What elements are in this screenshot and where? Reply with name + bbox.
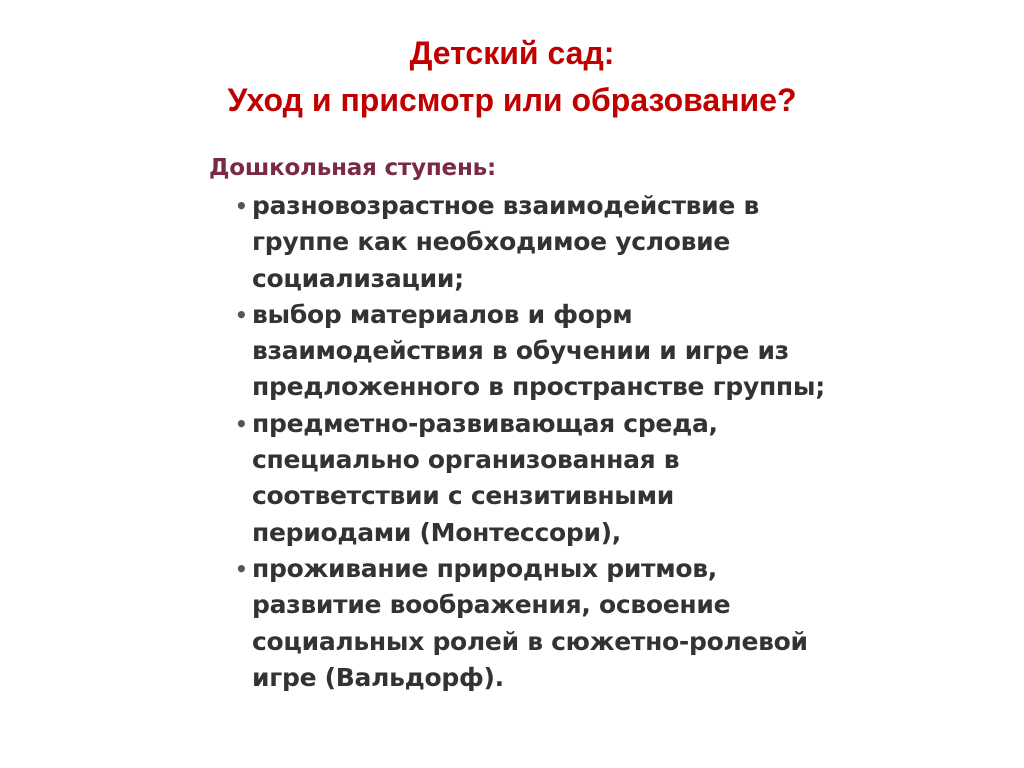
list-item-line: специально организованная в (252, 445, 680, 475)
list-item-line: взаимодействия в обучении и игре из (252, 336, 789, 366)
bullet-list (209, 188, 849, 696)
slide-title (0, 30, 1024, 124)
list-item-line: социальных ролей в сюжетно-ролевой (252, 626, 808, 656)
list-item-line: разновозрастное взаимодействие в (252, 191, 759, 220)
list-item-line: соответствии с сензитивными (252, 481, 674, 511)
list-item-line: социализации; (252, 263, 464, 293)
list-item-line: периодами (Монтессори), (252, 517, 621, 547)
bullet-icon: • (235, 411, 248, 436)
list-item-line: игре (Вальдорф). (252, 662, 504, 692)
list-item-line: проживание природных ритмов, (252, 553, 717, 583)
list-item-line: предложенного в пространстве группы; (252, 372, 825, 402)
list-item-line: развитие воображения, освоение (252, 590, 731, 620)
content-block (209, 150, 849, 696)
title-line-1: Детский сад: (409, 35, 615, 71)
list-item (209, 297, 849, 406)
bullet-icon: • (235, 302, 248, 327)
list-item (209, 406, 849, 551)
list-item-line: предметно-развивающая среда, (252, 408, 718, 438)
list-item-line: выбор материалов и форм (252, 299, 633, 329)
list-item-line: группе как необходимое условие (252, 227, 730, 257)
section-heading: Дошкольная ступень: (209, 155, 496, 181)
list-item (209, 551, 849, 696)
list-item (209, 188, 849, 297)
bullet-icon: • (235, 194, 248, 218)
title-line-2: Уход и присмотр или образование? (227, 82, 797, 118)
bullet-icon: • (235, 556, 248, 581)
